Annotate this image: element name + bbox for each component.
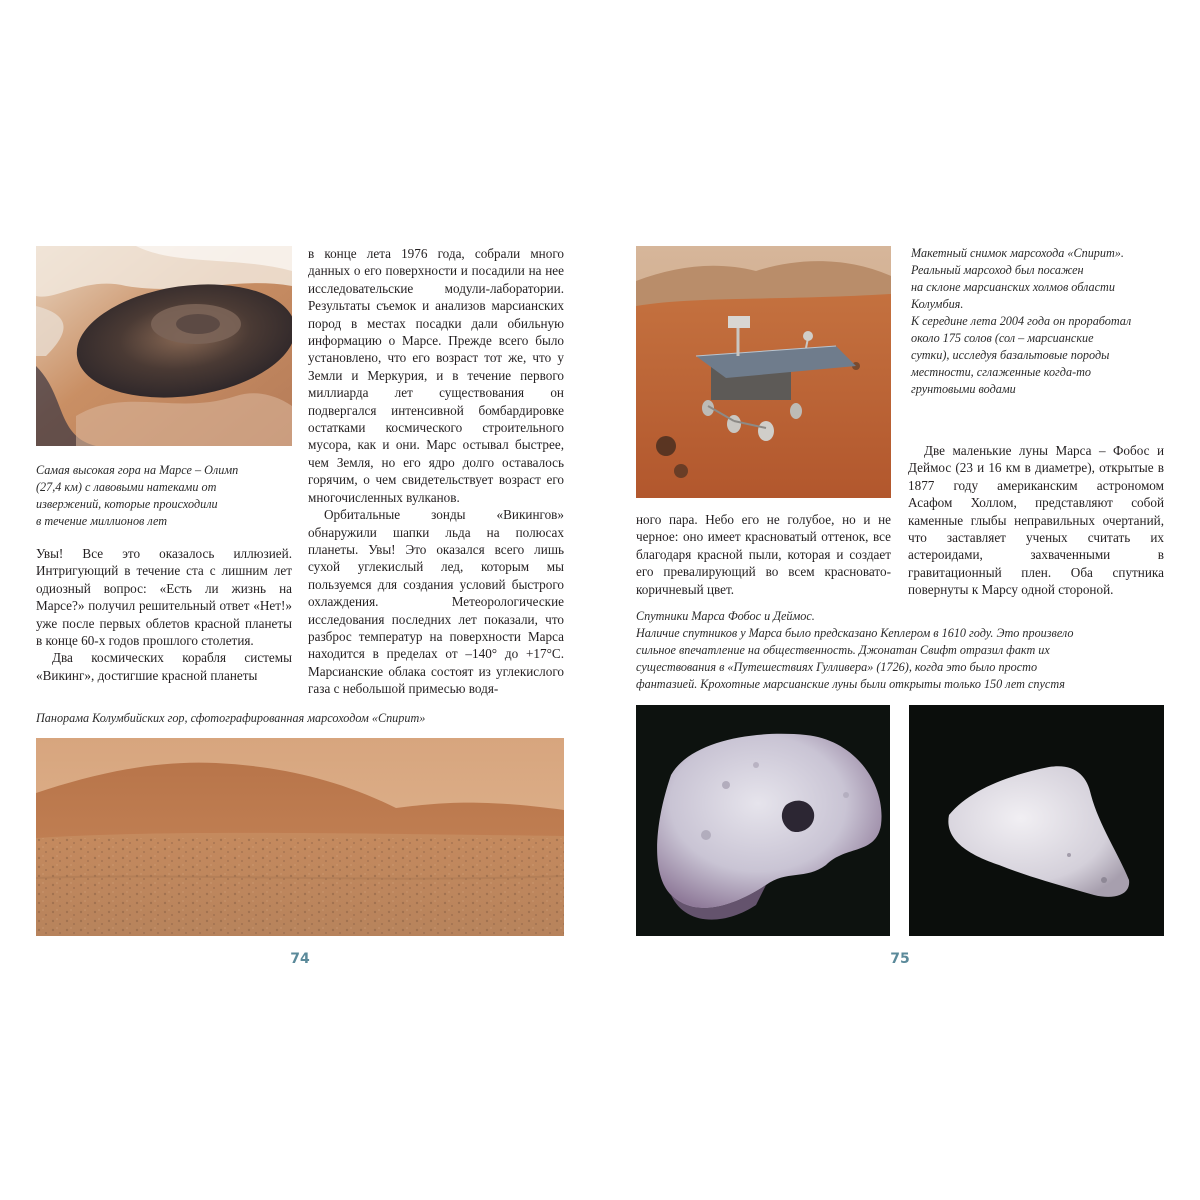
caption-line: сильное впечатление на общественность. Джонатан Свифт отразил факт их	[636, 643, 1050, 657]
right-column-2-text	[908, 442, 1164, 599]
caption-line: сутки), исследуя базальтовые породы	[911, 348, 1110, 362]
paragraph: Увы! Все это оказалось иллюзией. Интригующий в течение ста с лишним лет одиозный вопрос: «Есть ли жизнь на Марсе?» получил решительный ответ «Нет!» уже после первых облетов красной планеты в конце 60-х годов прошлого столетия.	[36, 546, 292, 649]
caption-line: Наличие спутников у Марса было предсказано Кеплером в 1610 году. Это произвело	[636, 626, 1074, 640]
right-column-1-text	[636, 511, 891, 598]
paragraph: ного пара. Небо его не голубое, но и не черное: оно имеет красноватый оттенок, все благодаря красной пыли, которая и создает его превалирующий во всем красновато-коричневый цвет.	[636, 512, 891, 597]
paragraph: Две маленькие луны Марса – Фобос и Деймос (23 и 16 км в диаметре), открытые в 1877 году американским астрономом Асафом Холлом, представляют собой каменные глыбы неправильных очертаний, что заставляет ученых считать их астероидами, захваченными в гравитационный плен. Оба спутника повернуты к Марсу одной стороной.	[908, 443, 1164, 598]
caption-line: около 175 солов (сол – марсианские	[911, 331, 1094, 345]
caption-line: существования в «Путешествиях Гулливера» (1726), когда это было просто	[636, 660, 1038, 674]
page-number-left: 74	[290, 951, 310, 967]
deimos-image	[909, 705, 1164, 936]
caption-line: Колумбия.	[911, 297, 964, 311]
paragraph: Орбитальные зонды «Викингов» обнаружили шапки льда на полюсах планеты. Увы! Это оказался всего лишь сухой углекислый лед, которым мы пользуемся для создания условий быстрого охлаждения. Метеорологические исследования последних лет показали, что разброс температур на поверхности Марса находится в пределах от –140° до +17°С. Марсианские облака состоят из углекислого газа с небольшой примесью водя-	[308, 507, 564, 697]
caption-line: Самая высокая гора на Марсе – Олимп	[36, 463, 239, 477]
caption-line: фантазией. Крохотные марсианские луны были открыты только 150 лет спустя	[636, 677, 1065, 691]
moons-caption	[636, 608, 1166, 693]
columbia-hills-panorama	[36, 738, 564, 936]
left-column-2-text	[308, 245, 564, 698]
caption-line: грунтовыми водами	[911, 382, 1016, 396]
caption-line: К середине лета 2004 года он проработал	[911, 314, 1132, 328]
rover-caption	[911, 245, 1171, 398]
caption-line: (27,4 км) с лавовыми натеками от	[36, 480, 217, 494]
caption-line: местности, сглаженные когда-то	[911, 365, 1092, 379]
caption-line: в течение миллионов лет	[36, 514, 168, 528]
phobos-image	[636, 705, 890, 936]
panorama-caption	[36, 710, 566, 727]
left-column-1-text	[36, 545, 292, 684]
paragraph: в конце лета 1976 года, собрали много данных о его поверхности и посадили на нее исследовательские модули-лаборатории. Результаты съемок и анализов марсианских пород в местах посадки дали обильную информацию о Марсе. Прежде всего было установлено, что его возраст тот же, что у Земли и Меркурия, и в течение первого миллиарда лет существования он подвергался интенсивной бомбардировке остатками космического строительного мусора, как и они. Марс остывал быстрее, чем Земля, но его ядро долго оставалось горячим, о чем свидетельствует возраст его многочисленных вулканов.	[308, 246, 564, 505]
caption-line: на склоне марсианских холмов области	[911, 280, 1115, 294]
page-number-right: 75	[890, 951, 910, 967]
caption-line: Спутники Марса Фобос и Деймос.	[636, 609, 815, 623]
caption-line: Реальный марсоход был посажен	[911, 263, 1084, 277]
caption-line: Панорама Колумбийских гор, сфотографированная марсоходом «Спирит»	[36, 711, 426, 725]
caption-line: извержений, которые происходили	[36, 497, 218, 511]
olympus-caption	[36, 462, 296, 530]
spirit-rover-image	[636, 246, 891, 498]
olympus-mons-image	[36, 246, 292, 446]
caption-line: Макетный снимок марсохода «Спирит».	[911, 246, 1124, 260]
paragraph: Два космических корабля системы «Викинг», достигшие красной планеты	[36, 650, 292, 683]
